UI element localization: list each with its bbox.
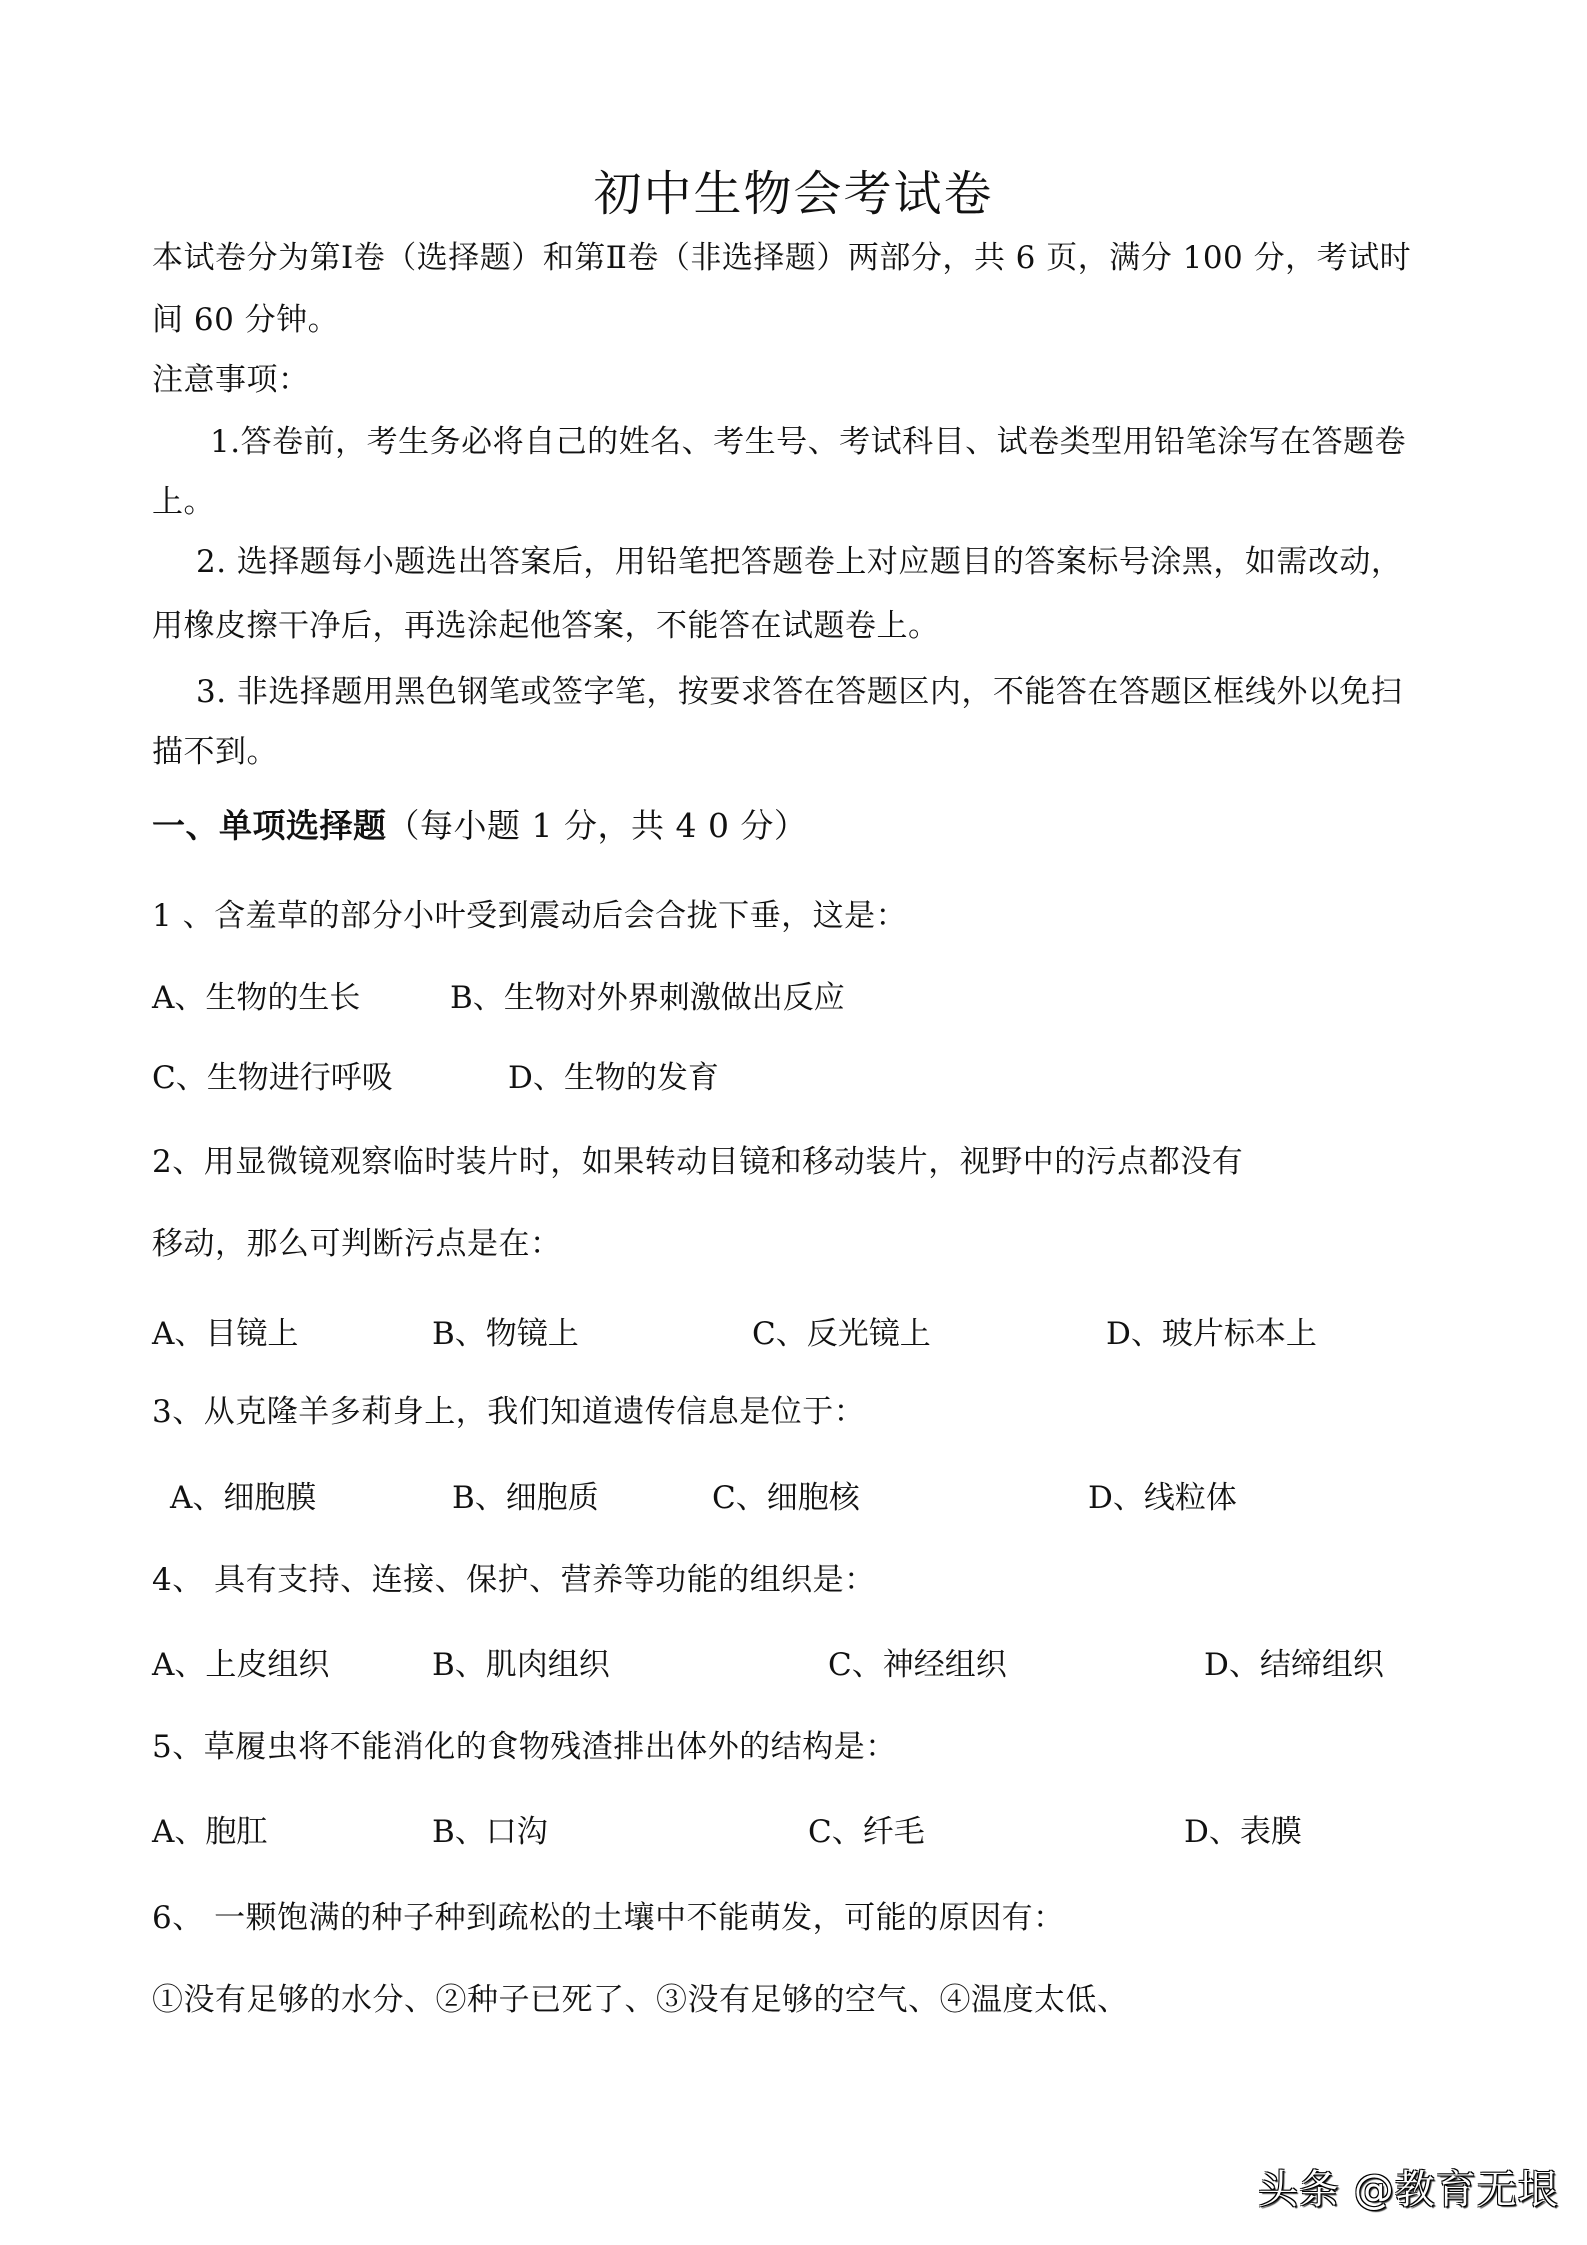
question-4-option-b: B、肌肉组织 [432,1647,610,1683]
question-3-option-a: A、细胞膜 [170,1480,317,1516]
page-title: 初中生物会考试卷 [593,166,994,222]
intro-line-1: 本试卷分为第Ⅰ卷（选择题）和第Ⅱ卷（非选择题）两部分，共 6 页，满分 100 分，考试时 [152,240,1412,276]
notes-heading: 注意事项： [152,362,310,398]
question-4-option-a: A、上皮组织 [152,1647,330,1683]
question-5-option-b: B、口沟 [432,1814,548,1850]
question-3-stem: 3、从克隆羊多莉身上，我们知道遗传信息是位于： [152,1394,866,1430]
question-2-option-d: D、玻片标本上 [1106,1316,1317,1352]
question-1-option-a: A、生物的生长 [152,980,361,1016]
section-heading [152,806,807,846]
question-4-option-c: C、神经组织 [828,1647,1007,1683]
note-2-line-2: 用橡皮擦干净后，再选涂起他答案，不能答在试题卷上。 [152,608,940,644]
question-5-option-a: A、胞肛 [152,1814,268,1850]
question-5-option-d: D、表膜 [1184,1814,1302,1850]
note-3-line-1: 3. 非选择题用黑色钢笔或签字笔，按要求答在答题区内，不能答在答题区框线外以免扫 [196,674,1403,710]
question-6-items: ①没有足够的水分、②种子已死了、③没有足够的空气、④温度太低、 [152,1982,1129,2018]
question-3-option-d: D、线粒体 [1088,1480,1237,1516]
question-2-option-c: C、反光镜上 [752,1316,931,1352]
question-6-stem: 6、 一颗饱满的种子种到疏松的土壤中不能萌发，可能的原因有： [152,1900,1065,1936]
question-1-option-b: B、生物对外界刺激做出反应 [450,980,845,1016]
question-1-stem: 1 、含羞草的部分小叶受到震动后会合拢下垂，这是： [152,898,908,934]
question-2-stem-line-2: 移动，那么可判断污点是在： [152,1226,562,1262]
question-2-option-b: B、物镜上 [432,1316,579,1352]
note-1-line-1: 1.答卷前，考生务必将自己的姓名、考生号、考试科目、试卷类型用铅笔涂写在答题卷 [210,424,1407,460]
question-2-stem-line-1: 2、用显微镜观察临时装片时，如果转动目镜和移动装片，视野中的污点都没有 [152,1144,1244,1180]
question-4-option-d: D、结缔组织 [1204,1647,1384,1683]
question-3-option-b: B、细胞质 [452,1480,599,1516]
section-label: 一、单项选择题 [152,806,387,845]
note-3-line-2: 描不到。 [152,734,278,770]
question-3-option-c: C、细胞核 [712,1480,860,1516]
question-1-option-d: D、生物的发育 [508,1060,719,1096]
question-2-option-a: A、目镜上 [152,1316,299,1352]
intro-line-2: 间 60 分钟。 [152,302,340,338]
question-1-option-c: C、生物进行呼吸 [152,1060,393,1096]
watermark: 头条 @教育无垠 [1258,2167,1559,2213]
note-2-line-1: 2. 选择题每小题选出答案后，用铅笔把答题卷上对应题目的答案标号涂黑，如需改动， [196,544,1403,580]
question-5-option-c: C、纤毛 [808,1814,925,1850]
section-detail: （每小题 1 分，共 4 0 分） [386,806,808,845]
note-1-line-2: 上。 [152,484,215,520]
question-4-stem: 4、 具有支持、连接、保护、营养等功能的组织是： [152,1562,876,1598]
question-5-stem: 5、草履虫将不能消化的食物残渣排出体外的结构是： [152,1729,897,1765]
